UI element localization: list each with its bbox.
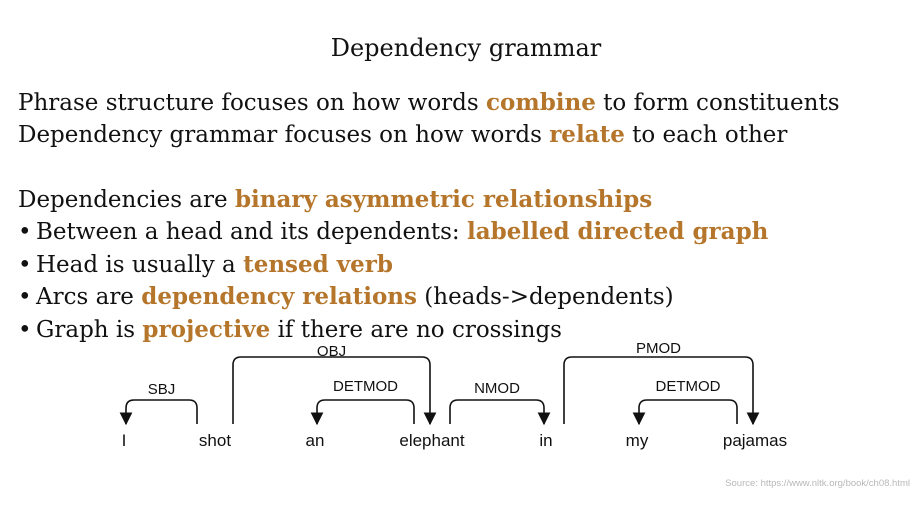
highlight-labelled-directed-graph: labelled directed graph — [467, 218, 769, 245]
bullet-text: Arcs are — [36, 284, 142, 310]
bullet-text: (heads->dependents) — [416, 284, 674, 310]
bullet-icon: • — [18, 317, 32, 343]
highlight-dependency-relations: dependency relations — [141, 283, 417, 310]
arc-label-nmod: NMOD — [474, 380, 520, 397]
highlight-combine: combine — [486, 89, 596, 116]
sentence-words — [122, 431, 788, 450]
highlight-binary-asymmetric: binary asymmetric relationships — [234, 186, 653, 213]
slide-title: Dependency grammar — [330, 34, 602, 62]
word-elephant: elephant — [399, 431, 465, 450]
word-shot: shot — [198, 431, 232, 450]
highlight-relate: relate — [549, 121, 625, 148]
arc-nmod — [450, 400, 544, 424]
line-text: to each other — [624, 122, 788, 148]
arc-label-obj: OBJ — [316, 343, 347, 360]
bullet-text: Graph is — [36, 317, 143, 343]
arc-obj — [233, 357, 430, 424]
arc-label-detmod: DETMOD — [333, 378, 398, 395]
word-an: an — [305, 431, 325, 450]
bullet-text: Between a head and its dependents: — [36, 219, 467, 245]
arc-label-detmod: DETMOD — [655, 378, 721, 395]
highlight-tensed-verb: tensed verb — [243, 251, 393, 278]
line-text: Dependency grammar focuses on how words — [18, 122, 550, 148]
arc-sbj — [126, 400, 197, 424]
bullet-icon: • — [18, 284, 32, 310]
line-text: to form constituents — [595, 90, 840, 116]
arc-detmod — [639, 400, 737, 424]
source-credit: Source: https://www.nltk.org/book/ch08.html — [725, 478, 910, 489]
arc-label-pmod: PMOD — [636, 340, 681, 357]
arc-label-sbj: SBJ — [147, 381, 176, 398]
dependency-arcs — [126, 340, 753, 424]
arc-detmod — [317, 400, 414, 424]
line-text: Phrase structure focuses on how words — [18, 90, 487, 116]
bullet-icon: • — [18, 252, 32, 278]
bullet-text: Head is usually a — [36, 252, 244, 278]
word-i: I — [121, 431, 127, 450]
line-text: Dependencies are — [18, 187, 235, 213]
highlight-projective: projective — [142, 316, 271, 343]
word-my: my — [625, 431, 649, 450]
bullet-text: if there are no crossings — [270, 317, 562, 343]
word-pajamas: pajamas — [722, 431, 788, 450]
word-in: in — [539, 431, 553, 450]
bullet-icon: • — [18, 219, 32, 245]
